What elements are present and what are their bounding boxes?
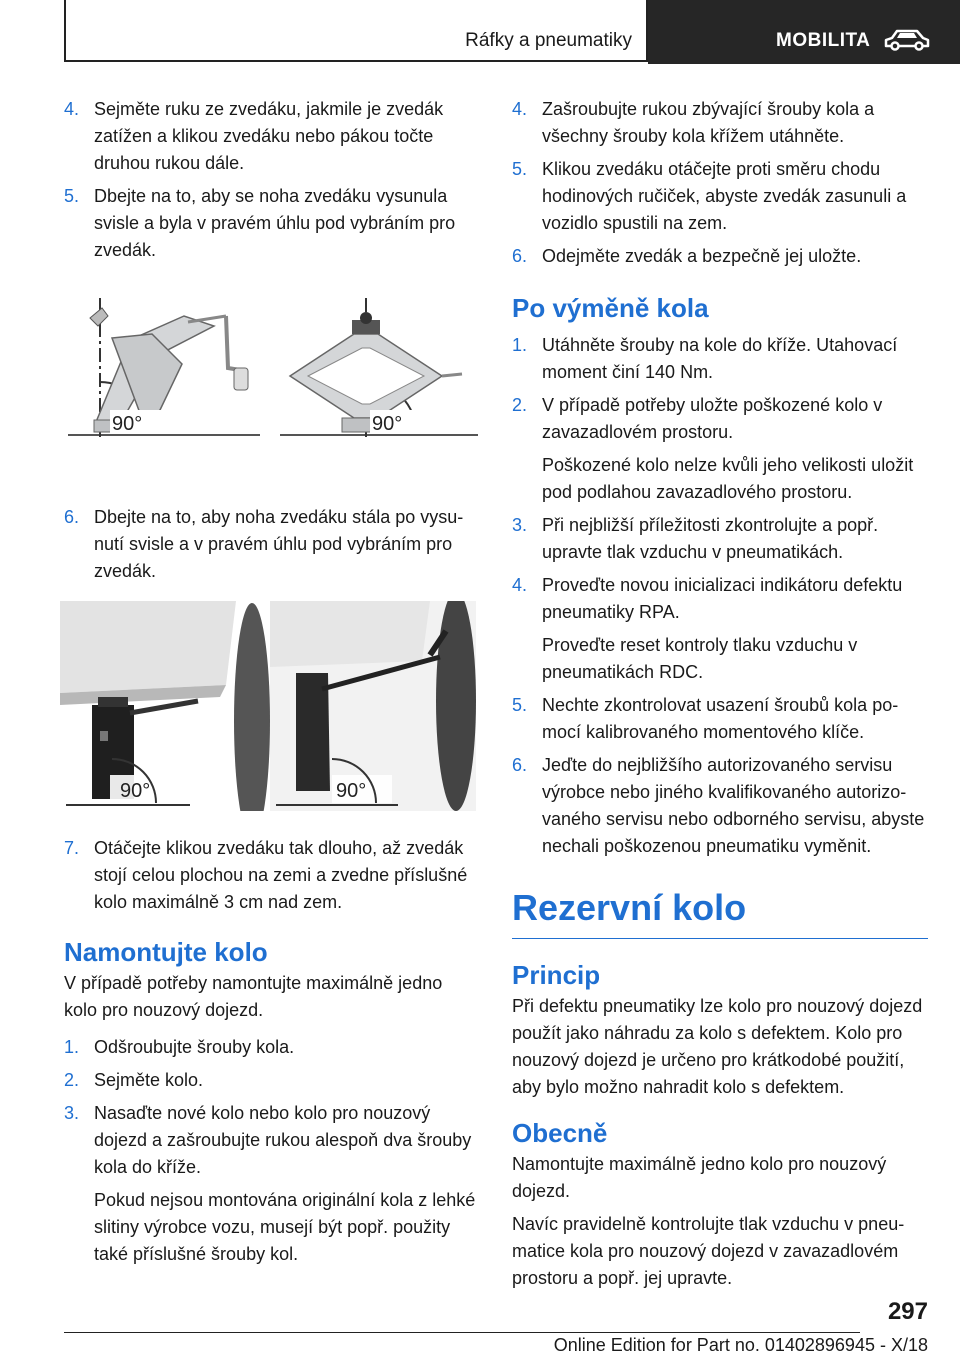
- list-item: [64, 1034, 480, 1061]
- step-number: 7.: [64, 838, 80, 858]
- step-number: 2.: [64, 1070, 80, 1090]
- left-column: [64, 96, 480, 1274]
- step-text: Nasaďte nové kolo nebo kolo pro nouzový dojezd a zašroubujte rukou alespoň dva šrouby kola do kříže.: [94, 1103, 472, 1177]
- step-text: Utáhněte šrouby na kole do kříže. Utahovací moment činí 140 Nm.: [542, 335, 898, 382]
- step-text: Proveďte novou inicializaci indikátoru defektu pneumatiky RPA.: [542, 575, 903, 622]
- list-item: [512, 243, 928, 270]
- step-text: Klikou zvedáku otáčejte proti směru chodu hodinových ručiček, abyste zvedák zasunuli a vozidlo spustili na zem.: [542, 159, 907, 233]
- photo-jack-lifted: [60, 601, 270, 811]
- step-number: 3.: [64, 1103, 80, 1123]
- photo-jack-crank: [270, 601, 476, 811]
- step-note: Poškozené kolo nelze kvůli jeho velikosti uložit pod podlahou zavazadlového prostoru.: [542, 455, 914, 502]
- list-item: [64, 504, 480, 585]
- step-number: 4.: [512, 575, 528, 595]
- angle-label: 90°: [120, 780, 151, 802]
- steps-c: [64, 835, 480, 916]
- step-text: Jeďte do nejbližšího autorizovaného servisu výrobce nebo jiného kvalifikovaného autorizovaného servisu nebo odborného servisu, abyste nechali poškozenou pneumatiku vyměnit.: [542, 755, 925, 856]
- list-item: [64, 183, 480, 264]
- heading-general: Obecně: [512, 1118, 608, 1148]
- step-number: 5.: [512, 695, 528, 715]
- jack-under-vehicle-figure: [60, 601, 476, 811]
- page-header: [64, 0, 960, 64]
- list-item: [64, 96, 480, 177]
- step-number: 2.: [512, 395, 528, 415]
- step-text: Odejměte zvedák a bezpečně jej uložte.: [542, 246, 862, 266]
- list-item: [64, 1100, 480, 1181]
- list-item: [64, 835, 480, 916]
- step-number: 5.: [64, 186, 80, 206]
- title-spare-wheel: Rezervní kolo: [512, 884, 928, 939]
- angle-label: 90°: [112, 413, 143, 435]
- jack-angle-diagram: [64, 298, 480, 468]
- step-text: Sejměte ruku ze zvedáku, jakmile je zvedák zatížen a klikou zvedáku nebo pákou točte druhou rukou dále.: [94, 99, 444, 173]
- step-number: 3.: [512, 515, 528, 535]
- list-item: [512, 156, 928, 237]
- paragraph: Navíc pravidelně kontrolujte tlak vzduchu v pneumatice kola pro nouzový dojezd v zavazadlovém prostoru a popř. jej upravte.: [512, 1214, 905, 1288]
- list-item: [512, 512, 928, 566]
- footer-divider: [64, 1332, 860, 1333]
- step-text: Sejměte kolo.: [94, 1070, 204, 1090]
- heading-after-change: Po výměně kola: [512, 293, 709, 323]
- paragraph: V případě potřeby namontujte maximálně jedno kolo pro nouzový dojezd.: [64, 973, 443, 1020]
- step-text: Dbejte na to, aby se noha zvedáku vysunula svisle a byla v pravém úhlu pod vybráním pro zvedák.: [94, 186, 456, 260]
- step-number: 1.: [512, 335, 528, 355]
- steps-d: [64, 1034, 480, 1268]
- jack-side-view: [68, 298, 260, 438]
- jack-front-view: [280, 298, 478, 438]
- angle-label: 90°: [372, 413, 403, 435]
- edition-info: Online Edition for Part no. 01402896945 - X/18: [553, 1335, 928, 1355]
- step-text: Odšroubujte šrouby kola.: [94, 1037, 295, 1057]
- step-text: Otáčejte klikou zvedáku tak dlouho, až zvedák stojí celou plochou na zemi a zvedne příslušné kolo maximálně 3 cm nad zem.: [94, 838, 468, 912]
- step-number: 4.: [512, 99, 528, 119]
- step-number: 1.: [64, 1037, 80, 1057]
- list-item: [512, 752, 928, 860]
- angle-label: 90°: [336, 780, 367, 802]
- section-tab: [64, 0, 648, 62]
- step-number: 6.: [64, 507, 80, 527]
- section-title: Ráfky a pneumatiky: [465, 30, 632, 51]
- paragraph: Při defektu pneumatiky lze kolo pro nouzový dojezd použít jako náhradu za kolo s defektem. Kolo pro nouzový dojezd je určeno pro krátkodobé použití, aby bylo možno nahradit kolo s defektem.: [512, 996, 923, 1097]
- step-number: 5.: [512, 159, 528, 179]
- step-text: Nechte zkontrolovat usazení šroubů kola pomocí kalibrovaného momentového klíče.: [542, 695, 899, 742]
- list-item: [512, 392, 928, 446]
- step-number: 4.: [64, 99, 80, 119]
- heading-mount-wheel: Namontujte kolo: [64, 937, 268, 967]
- list-item: [512, 332, 928, 386]
- right-column: [512, 96, 928, 1298]
- step-note: Pokud nejsou montována originální kola z lehké slitiny výrobce vozu, musejí být popř. použity také příslušné šrouby kol.: [94, 1190, 476, 1264]
- chapter-tab: [648, 0, 960, 64]
- step-text: V případě potřeby uložte poškozené kolo v zavazadlovém prostoru.: [542, 395, 883, 442]
- step-text: Při nejbližší příležitosti zkontrolujte a popř. upravte tlak vzduchu v pneumatikách.: [542, 515, 879, 562]
- car-icon: [882, 28, 932, 54]
- paragraph: Namontujte maximálně jedno kolo pro nouzový dojezd.: [512, 1154, 887, 1201]
- heading-principle: Princip: [512, 960, 601, 990]
- list-item: [512, 692, 928, 746]
- list-item: [64, 1067, 480, 1094]
- steps-a: [512, 96, 928, 270]
- list-item: [512, 96, 928, 150]
- steps-a: [64, 96, 480, 264]
- chapter-title: MOBILITA: [776, 30, 871, 51]
- list-item: [512, 572, 928, 626]
- steps-b: [64, 504, 480, 585]
- step-number: 6.: [512, 755, 528, 775]
- steps-b: [512, 332, 928, 860]
- page-number: 297: [887, 1298, 928, 1325]
- step-note: Proveďte reset kontroly tlaku vzduchu v pneumatikách RDC.: [542, 635, 858, 682]
- step-number: 6.: [512, 246, 528, 266]
- step-text: Zašroubujte rukou zbývající šrouby kola a všechny šrouby kola křížem utáhněte.: [542, 99, 875, 146]
- step-text: Dbejte na to, aby noha zvedáku stála po vysunutí svisle a v pravém úhlu pod vybráním pro zvedák.: [94, 507, 464, 581]
